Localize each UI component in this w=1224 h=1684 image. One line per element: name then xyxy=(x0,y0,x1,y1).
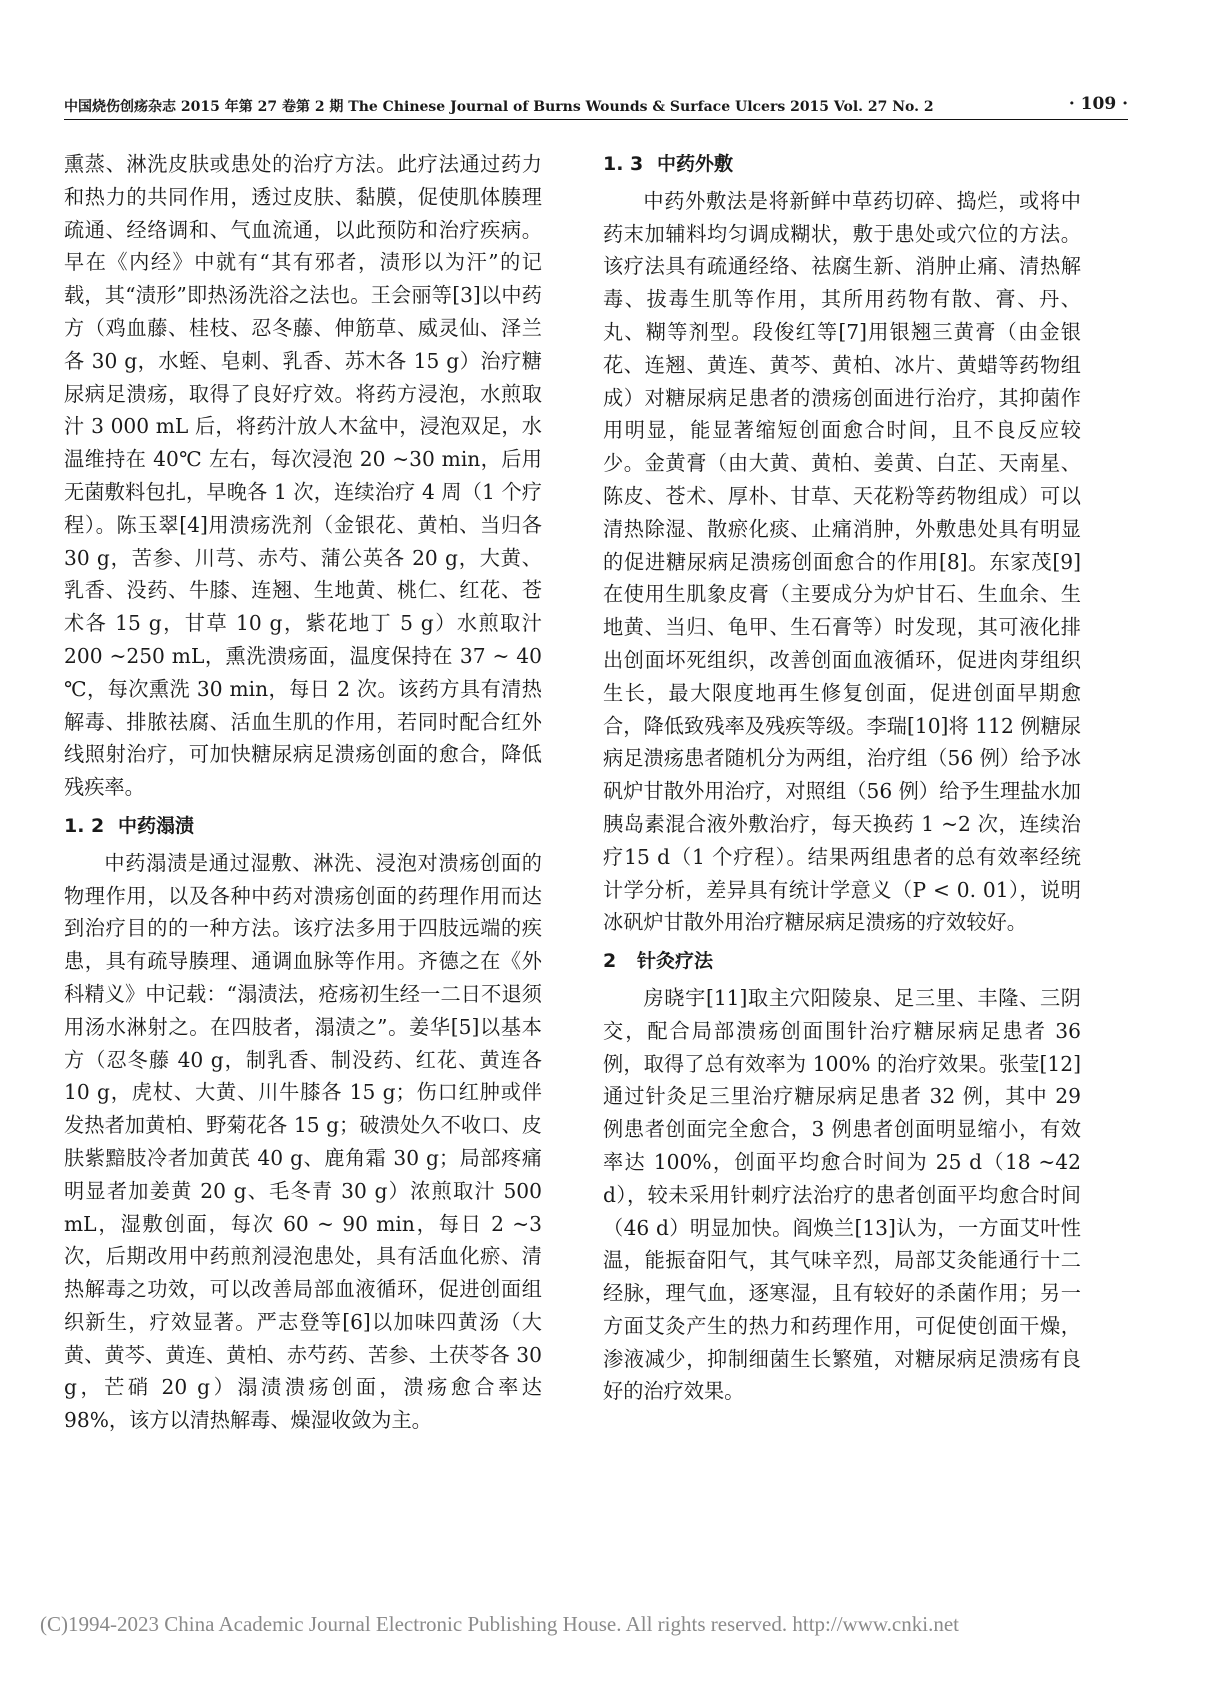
section-number: 2 xyxy=(603,950,617,973)
left-column xyxy=(64,148,542,1437)
running-header xyxy=(64,94,1128,118)
section-title: 中药外敷 xyxy=(657,153,734,175)
section-heading-2 xyxy=(603,945,1081,978)
right-column xyxy=(603,148,1081,1408)
section-heading-1-2 xyxy=(64,810,542,843)
paragraph-fumigation-continued: 熏蒸、淋洗皮肤或患处的治疗方法。此疗法通过药力和热力的共同作用，透过皮肤、黏膜，促使肌体腠理疏通、经络调和、气血流通，以此预防和治疗疾病。早在《内经》中就有“其有邪者，渍形以为汗”的记载，其“渍形”即热汤洗浴之法也。王会丽等[3]以中药方（鸡血藤、桂枝、忍冬藤、伸筋草、威灵仙、泽兰各 30 g，水蛭、皂刺、乳香、苏木各 15 g）治疗糖尿病足溃疡，取得了良好疗效。将药方浸泡，水煎取汁 3 000 mL 后，将药汁放人木盆中，浸泡双足，水温维持在 40℃ 左右，每次浸泡 20 ~30 min，后用无菌敷料包扎，早晚各 1 次，连续治疗 4 周（1 个疗程）。陈玉翠[4]用溃疡洗剂（金银花、黄柏、当归各 30 g，苦参、川芎、赤芍、蒲公英各 20 g，大黄、乳香、没药、牛膝、连翘、生地黄、桃仁、红花、苍术各 15 g，甘草 10 g，紫花地丁 5 g）水煎取汁 200 ~250 mL，熏洗溃疡面，温度保持在 37 ~ 40 ℃，每次熏洗 30 min，每日 2 次。该药方具有清热解毒、排脓祛腐、活血生肌的作用，若同时配合红外线照射治疗，可加快糖尿病足溃疡创面的愈合，降低残疾率。 xyxy=(64,152,542,800)
section-title: 中药溻渍 xyxy=(118,814,195,837)
section-heading-1-3 xyxy=(603,148,1081,181)
page-number: · 109 · xyxy=(1068,94,1128,114)
section-number: 1. 3 xyxy=(603,153,644,175)
journal-citation: 中国烧伤创疡杂志 2015 年第 27 卷第 2 期 The Chinese Journal of Burns Wounds & Surface Ulcers 2015 Vol. 27 No. 2 xyxy=(64,99,934,115)
paragraph-acupuncture: 房晓宇[11]取主穴阳陵泉、足三里、丰隆、三阴交，配合局部溃疡创面围针治疗糖尿病足患者 36 例，取得了总有效率为 100% 的治疗效果。张莹[12]通过针灸足三里治疗糖尿病足患者 32 例，其中 29 例患者创面完全愈合，3 例患者创面明显缩小，有效率达 100%，创面平均愈合时间为 25 d（18 ~42 d），较未采用针刺疗法治疗的患者创面平均愈合时间（46 d）明显加快。阎焕兰[13]认为，一方面艾叶性温，能振奋阳气，其气味辛烈，局部艾灸能通行十二经脉，理气血，逐寒湿，且有较好的杀菌作用；另一方面艾灸产生的热力和药理作用，可促使创面干燥，渗液减少，抑制细菌生长繁殖，对糖尿病足溃疡有良好的治疗效果。 xyxy=(603,985,1081,1404)
header-rule xyxy=(64,119,1128,120)
section-number: 1. 2 xyxy=(64,814,105,837)
paragraph-wet-compress: 中药溻渍是通过湿敷、淋洗、浸泡对溃疡创面的物理作用，以及各种中药对溃疡创面的药理作用而达到治疗目的的一种方法。该疗法多用于四肢远端的疾患，具有疏导腠理、通调血脉等作用。齐德之在《外科精义》中记载：“溻渍法，疮疡初生经一二日不退须用汤水淋射之。在四肢者，溻渍之”。姜华[5]以基本方（忍冬藤 40 g，制乳香、制没药、红花、黄连各 10 g，虎杖、大黄、川牛膝各 15 g；伤口红肿或伴发热者加黄柏、野菊花各 15 g；破溃处久不收口、皮肤紫黯肢冷者加黄芪 40 g、鹿角霜 30 g；局部疼痛明显者加姜黄 20 g、毛冬青 30 g）浓煎取汁 500 mL，湿敷创面，每次 60 ~ 90 min，每日 2 ~3 次，后期改用中药煎剂浸泡患处，具有活血化瘀、清热解毒之功效，可以改善局部血液循环，促进创面组织新生，疗效显著。严志登等[6]以加味四黄汤（大黄、黄芩、黄连、黄柏、赤芍药、苦参、土茯苓各 30 g，芒硝 20 g）溻渍溃疡创面，溃疡愈合率达 98%，该方以清热解毒、燥湿收敛为主。 xyxy=(64,850,542,1433)
copyright-watermark: (C)1994-2023 China Academic Journal Electronic Publishing House. All rights reserved. http://www.cnki.net xyxy=(40,1612,959,1636)
paragraph-external-application: 中药外敷法是将新鲜中草药切碎、捣烂，或将中药末加辅料均匀调成糊状，敷于患处或穴位的方法。该疗法具有疏通经络、祛腐生新、消肿止痛、清热解毒、拔毒生肌等作用，其所用药物有散、膏、丹、丸、糊等剂型。段俊红等[7]用银翘三黄膏（由金银花、连翘、黄连、黄芩、黄柏、冰片、黄蜡等药物组成）对糖尿病足患者的溃疡创面进行治疗，其抑菌作用明显，能显著缩短创面愈合时间，且不良反应较少。金黄膏（由大黄、黄柏、姜黄、白芷、天南星、陈皮、苍术、厚朴、甘草、天花粉等药物组成）可以清热除湿、散瘀化痰、止痛消肿，外敷患处具有明显的促进糖尿病足溃疡创面愈合的作用[8]。东家茂[9]在使用生肌象皮膏（主要成分为炉甘石、生血余、生地黄、当归、龟甲、生石膏等）时发现，其可液化排出创面坏死组织，改善创面血液循环，促进肉芽组织生长，最大限度地再生修复创面，促进创面早期愈合，降低致残率及残疾等级。李瑞[10]将 112 例糖尿病足溃疡患者随机分为两组，治疗组（56 例）给予冰矾炉甘散外用治疗，对照组（56 例）给予生理盐水加胰岛素混合液外敷治疗，每天换药 1 ~2 次，连续治疗15 d（1 个疗程）。结果两组患者的总有效率经统计学分析，差异具有统计学意义（P < 0. 01），说明冰矾炉甘散外用治疗糖尿病足溃疡的疗效较好。 xyxy=(603,188,1081,935)
section-title: 针灸疗法 xyxy=(637,950,714,973)
